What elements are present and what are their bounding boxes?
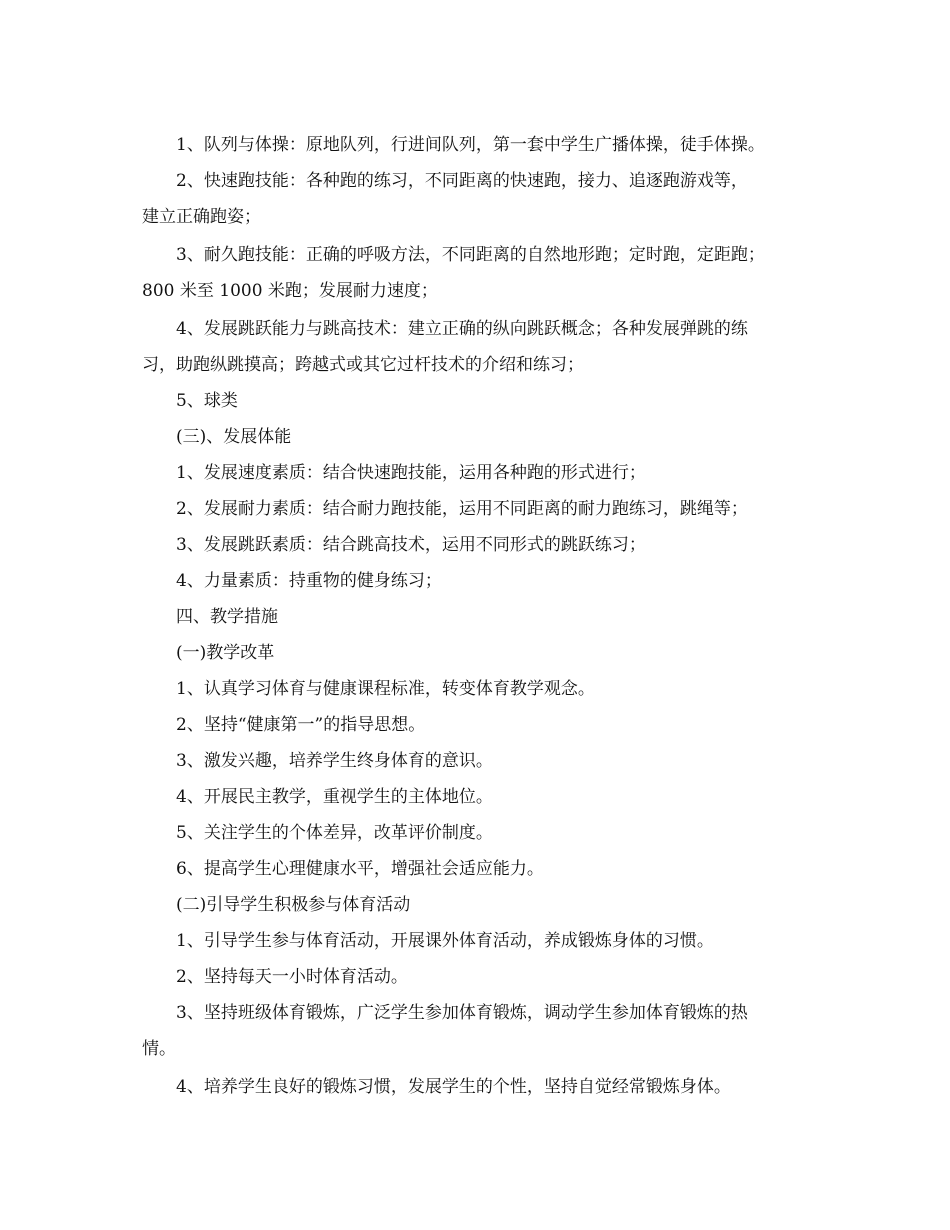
paragraph-line: 2、发展耐力素质：结合耐力跑技能，运用不同距离的耐力跑练习，跳绳等； <box>176 499 748 519</box>
paragraph-line: 5、球类 <box>176 391 238 411</box>
paragraph <box>142 246 822 300</box>
section-heading <box>142 608 822 626</box>
paragraph-line: (一)教学改革 <box>176 643 275 663</box>
paragraph <box>142 464 822 482</box>
paragraph <box>142 968 822 986</box>
paragraph <box>142 824 822 842</box>
paragraph <box>142 752 822 770</box>
paragraph <box>142 392 822 410</box>
paragraph <box>142 860 822 878</box>
paragraph-line: (三)、发展体能 <box>176 427 292 447</box>
paragraph-line: 4、培养学生良好的锻炼习惯，发展学生的个性，坚持自觉经常锻炼身体。 <box>176 1077 731 1097</box>
paragraph <box>142 136 822 154</box>
paragraph <box>142 1004 822 1058</box>
paragraph-line: 4、发展跳跃能力与跳高技术：建立正确的纵向跳跃概念；各种发展弹跳的练 <box>176 319 748 339</box>
section-heading <box>142 644 822 662</box>
paragraph <box>142 680 822 698</box>
paragraph-line: 5、关注学生的个体差异，改革评价制度。 <box>176 823 493 843</box>
section-heading <box>142 428 822 446</box>
paragraph-line: 2、快速跑技能：各种跑的练习，不同距离的快速跑，接力、追逐跑游戏等， <box>176 171 748 191</box>
paragraph-line: 1、队列与体操：原地队列，行进间队列，第一套中学生广播体操，徒手体操。 <box>176 135 765 155</box>
paragraph <box>142 572 822 590</box>
paragraph-line: 习，助跑纵跳摸高；跨越式或其它过杆技术的介绍和练习； <box>142 355 584 375</box>
paragraph-line: 建立正确跑姿； <box>142 207 261 227</box>
paragraph-line: 3、发展跳跃素质：结合跳高技术，运用不同形式的跳跃练习； <box>176 535 646 555</box>
paragraph-line: 3、坚持班级体育锻炼，广泛学生参加体育锻炼，调动学生参加体育锻炼的热 <box>176 1003 748 1023</box>
paragraph <box>142 500 822 518</box>
paragraph-line: 2、坚持“健康第一”的指导思想。 <box>176 715 426 735</box>
paragraph-line: 1、认真学习体育与健康课程标准，转变体育教学观念。 <box>176 679 595 699</box>
paragraph-line: (二)引导学生积极参与体育活动 <box>176 895 411 915</box>
paragraph-line: 3、耐久跑技能：正确的呼吸方法，不同距离的自然地形跑；定时跑，定距跑； <box>176 245 765 265</box>
paragraph <box>142 172 822 226</box>
paragraph-line: 4、开展民主教学，重视学生的主体地位。 <box>176 787 493 807</box>
paragraph-line: 3、激发兴趣，培养学生终身体育的意识。 <box>176 751 493 771</box>
paragraph-line: 2、坚持每天一小时体育活动。 <box>176 967 408 987</box>
paragraph <box>142 320 822 374</box>
paragraph-line: 1、引导学生参与体育活动，开展课外体育活动，养成锻炼身体的习惯。 <box>176 931 714 951</box>
paragraph <box>142 536 822 554</box>
paragraph <box>142 932 822 950</box>
paragraph-line: 情。 <box>142 1039 176 1059</box>
paragraph <box>142 716 822 734</box>
paragraph-line: 800 米至 1000 米跑；发展耐力速度； <box>142 281 438 301</box>
paragraph-line: 四、教学措施 <box>176 607 278 627</box>
paragraph-line: 6、提高学生心理健康水平，增强社会适应能力。 <box>176 859 544 879</box>
paragraph <box>142 1078 822 1096</box>
section-heading <box>142 896 822 914</box>
paragraph-line: 1、发展速度素质：结合快速跑技能，运用各种跑的形式进行； <box>176 463 646 483</box>
paragraph-line: 4、力量素质：持重物的健身练习； <box>176 571 442 591</box>
paragraph <box>142 788 822 806</box>
